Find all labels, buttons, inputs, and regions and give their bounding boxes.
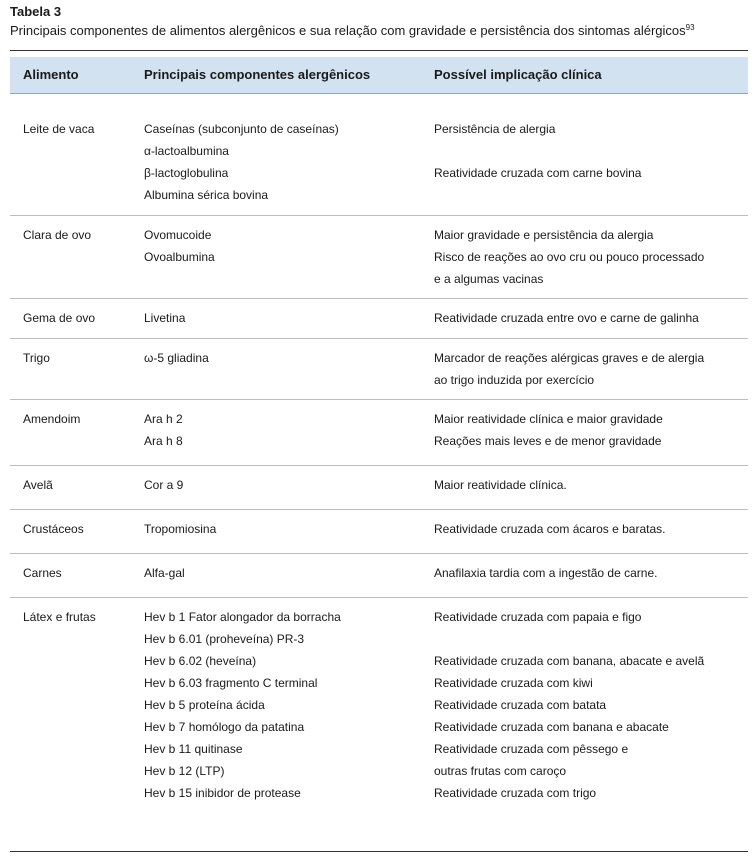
food-cell-line: Trigo <box>23 351 50 365</box>
food-cell-line: Gema de ovo <box>23 311 96 325</box>
implication-cell-line: Reatividade cruzada com kiwi <box>434 676 593 690</box>
components-cell <box>144 307 185 329</box>
components-cell-line: Livetina <box>144 311 186 325</box>
components-cell <box>144 518 216 540</box>
implication-cell-line: Reatividade cruzada com carne bovina <box>434 166 642 180</box>
food-cell <box>23 347 50 369</box>
table-caption-title: Tabela 3 <box>10 4 62 19</box>
food-cell <box>23 118 94 140</box>
components-cell-line: Tropomiosina <box>144 522 217 536</box>
components-cell <box>144 118 339 206</box>
bottom-rule <box>10 851 748 852</box>
implication-cell-line: Reatividade cruzada com ácaros e baratas. <box>434 522 666 536</box>
food-cell-line: Leite de vaca <box>23 122 95 136</box>
implication-cell-line: Reatividade cruzada com pêssego e <box>434 742 629 756</box>
components-cell-line: Hev b 1 Fator alongador da borracha <box>144 610 341 624</box>
components-cell <box>144 606 341 804</box>
components-cell-line: Ara h 2 <box>144 412 183 426</box>
components-cell-line <box>144 369 209 391</box>
components-cell-line <box>144 268 215 290</box>
implication-cell <box>434 562 657 584</box>
implication-cell-line: Maior reatividade clínica e maior gravidade <box>434 412 663 426</box>
components-cell-line: Albumina sérica bovina <box>144 188 269 202</box>
implication-cell-line <box>434 628 704 650</box>
header-food: Alimento <box>23 67 79 82</box>
implication-cell-line <box>434 140 641 162</box>
components-cell-line: Hev b 6.02 (heveína) <box>144 654 257 668</box>
row-separator <box>10 215 748 216</box>
food-cell <box>23 562 62 584</box>
food-cell <box>23 224 91 246</box>
components-cell-line: Alfa-gal <box>144 566 185 580</box>
components-cell-line: Hev b 12 (LTP) <box>144 764 225 778</box>
components-cell-line: Hev b 7 homólogo da patatina <box>144 720 305 734</box>
components-cell <box>144 474 183 496</box>
components-cell-line: Ovomucoide <box>144 228 212 242</box>
components-cell-line: Ara h 8 <box>144 434 183 448</box>
components-cell <box>144 347 209 391</box>
implication-cell <box>434 518 665 540</box>
caption-subtitle-text: Principais componentes de alimentos alergênicos e sua relação com gravidade e persistência dos sintomas alérgicos <box>10 23 686 38</box>
row-separator <box>10 338 748 339</box>
implication-cell-line: Persistência de alergia <box>434 122 556 136</box>
row-separator <box>10 509 748 510</box>
implication-cell <box>434 408 663 452</box>
food-cell-line: Crustáceos <box>23 522 84 536</box>
food-cell <box>23 606 96 628</box>
implication-cell <box>434 224 704 290</box>
implication-cell-line: Reatividade cruzada com banana e abacate <box>434 720 669 734</box>
implication-cell-line: Anafilaxia tardia com a ingestão de carne. <box>434 566 658 580</box>
implication-cell-line: Maior gravidade e persistência da alergia <box>434 228 654 242</box>
implication-cell-line: ao trigo induzida por exercício <box>434 373 595 387</box>
implication-cell-line: outras frutas com caroço <box>434 764 567 778</box>
components-cell-line: ω-5 gliadina <box>144 351 209 365</box>
food-cell-line: Clara de ovo <box>23 228 92 242</box>
header-implication: Possível implicação clínica <box>434 67 602 82</box>
food-cell <box>23 518 84 540</box>
implication-cell <box>434 347 704 391</box>
row-separator <box>10 298 748 299</box>
components-cell-line: β-lactoglobulina <box>144 166 229 180</box>
components-cell <box>144 562 185 584</box>
food-cell-line: Látex e frutas <box>23 610 96 624</box>
implication-cell <box>434 118 641 206</box>
components-cell-line: Caseínas (subconjunto de caseínas) <box>144 122 339 136</box>
implication-cell-line: Reatividade cruzada com papaia e figo <box>434 610 642 624</box>
components-cell-line: Hev b 15 inibidor de protease <box>144 786 301 800</box>
row-separator <box>10 597 748 598</box>
implication-cell-line: Reatividade cruzada com banana, abacate e avelã <box>434 654 705 668</box>
components-cell <box>144 408 183 452</box>
implication-cell <box>434 307 699 329</box>
food-cell <box>23 307 95 329</box>
components-cell-line: Hev b 11 quitinase <box>144 742 243 756</box>
food-cell-line: Avelã <box>23 478 53 492</box>
implication-cell-line: Reatividade cruzada com batata <box>434 698 607 712</box>
caption-reference: 93 <box>685 23 695 32</box>
components-cell-line: Hev b 6.03 fragmento C terminal <box>144 676 318 690</box>
implication-cell-line: e a algumas vacinas <box>434 272 544 286</box>
implication-cell-line: Maior reatividade clínica. <box>434 478 567 492</box>
row-separator <box>10 465 748 466</box>
components-cell-line: α-lactoalbumina <box>144 144 229 158</box>
implication-cell-line: Reatividade cruzada com trigo <box>434 786 597 800</box>
implication-cell-line <box>434 184 641 206</box>
implication-cell <box>434 606 704 804</box>
implication-cell-line: Risco de reações ao ovo cru ou pouco processado <box>434 250 705 264</box>
food-cell-line: Amendoim <box>23 412 81 426</box>
row-separator <box>10 553 748 554</box>
row-separator <box>10 399 748 400</box>
implication-cell-line: Reações mais leves e de menor gravidade <box>434 434 662 448</box>
components-cell <box>144 224 215 290</box>
implication-cell-line: Marcador de reações alérgicas graves e de alergia <box>434 351 705 365</box>
components-cell-line: Hev b 6.01 (proheveína) PR-3 <box>144 632 305 646</box>
implication-cell-line: Reatividade cruzada entre ovo e carne de galinha <box>434 311 699 325</box>
food-cell <box>23 408 80 430</box>
food-cell <box>23 474 53 496</box>
components-cell-line: Hev b 5 proteína ácida <box>144 698 265 712</box>
components-cell-line: Cor a 9 <box>144 478 184 492</box>
header-components: Principais componentes alergênicos <box>144 67 371 82</box>
food-cell-line: Carnes <box>23 566 62 580</box>
components-cell-line: Ovoalbumina <box>144 250 215 264</box>
implication-cell <box>434 474 567 496</box>
